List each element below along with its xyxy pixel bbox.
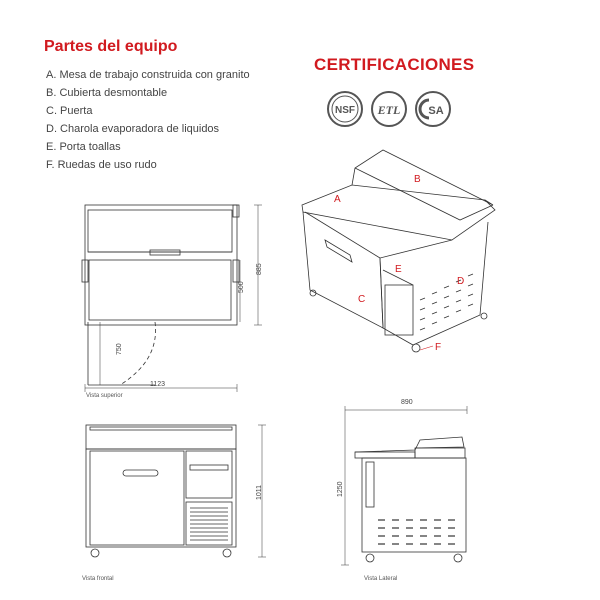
callout-d: D: [457, 276, 465, 287]
front-view-drawing: [86, 425, 266, 557]
top-view-side-dim: 500: [238, 281, 245, 293]
side-view-width-dim: 890: [401, 399, 413, 406]
side-view-drawing: [341, 406, 467, 565]
certifications-title: CERTIFICACIONES: [314, 55, 475, 74]
callout-e: E: [395, 264, 402, 275]
callout-a: A: [334, 194, 341, 205]
side-view-height-dim: 1250: [337, 481, 344, 497]
parts-title: Partes del equipo: [44, 38, 178, 55]
svg-text:NSF: NSF: [335, 105, 355, 116]
top-view-height-dim: 885: [256, 263, 263, 275]
part-item-f: F. Ruedas de uso rudo: [46, 159, 157, 171]
callout-c: C: [358, 294, 366, 305]
svg-text:ETL: ETL: [377, 103, 401, 117]
part-item-c: C. Puerta: [46, 105, 93, 117]
isometric-view-drawing: [302, 150, 495, 352]
side-view-caption: Vista Lateral: [364, 576, 398, 582]
part-item-e: E. Porta toallas: [46, 141, 121, 153]
top-view-drawing: [82, 205, 262, 392]
part-item-a: A. Mesa de trabajo construida con granito: [46, 69, 250, 81]
svg-text:SA: SA: [428, 105, 444, 117]
part-item-d: D. Charola evaporadora de liquidos: [46, 123, 220, 135]
front-view-height-dim: 1011: [256, 484, 263, 500]
callout-b: B: [414, 174, 421, 185]
top-view-caption: Vista superior: [86, 393, 123, 399]
callout-f: F: [435, 342, 442, 353]
part-item-b: B. Cubierta desmontable: [46, 87, 168, 99]
top-view-width-dim: 1123: [150, 381, 166, 388]
front-view-caption: Vista frontal: [82, 576, 114, 582]
top-view-door-dim: 750: [116, 343, 123, 355]
